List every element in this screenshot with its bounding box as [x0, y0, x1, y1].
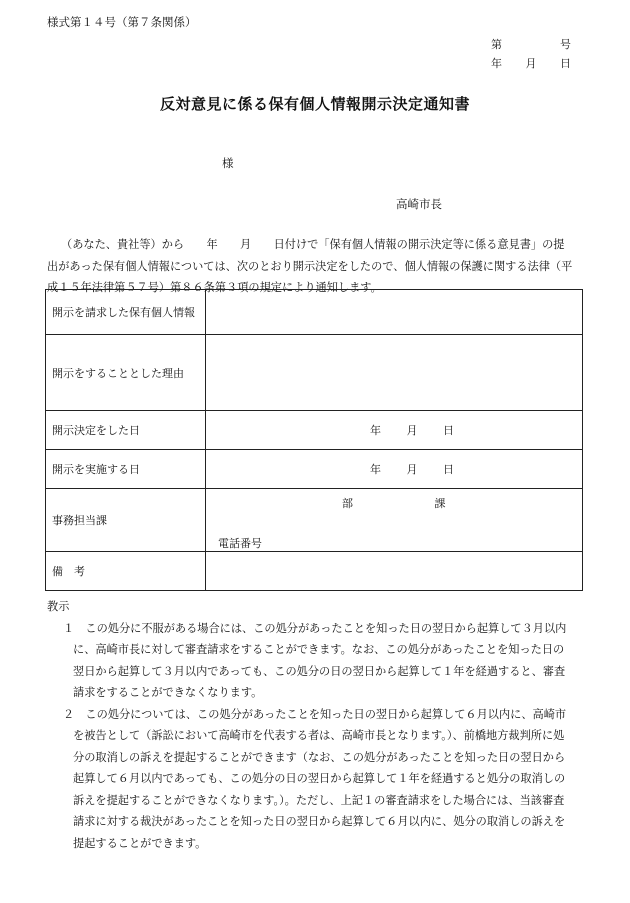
reason-label: 開示をすることとした理由 [46, 335, 206, 411]
notice-item2-line: 起算して６月以内であっても、この処分の日の翌日から起算して１年を経過すると処分の取消しの [73, 772, 566, 785]
reason-value [206, 335, 583, 411]
date-day: 日 [443, 424, 454, 437]
date-year: 年 [370, 463, 381, 476]
requested-info-value [206, 290, 583, 335]
table-row [46, 489, 583, 552]
date-month: 月 [406, 463, 418, 476]
table-row [46, 411, 583, 450]
document-number [491, 36, 571, 52]
requested-info-label: 開示を請求した保有個人情報 [46, 290, 206, 335]
form-number: 様式第１４号（第７条関係） [47, 15, 197, 29]
office-value [206, 489, 583, 552]
department-label: 部 [342, 497, 353, 510]
decision-date-value [206, 411, 583, 450]
notice-item2-line: を被告として（訴訟において高崎市を代表する者は、高崎市長となります。）、前橋地方裁判所に処 [73, 729, 565, 742]
number-suffix: 号 [560, 38, 571, 51]
table-row [46, 450, 583, 489]
notice-item2-line: 訴えを提起することができなくなります。）。ただし、上記１の審査請求をした場合には、当該審査 [73, 793, 565, 807]
remarks-value [206, 552, 583, 591]
section-label: 課 [434, 497, 446, 510]
table-row [46, 552, 583, 591]
document-title: 反対意見に係る保有個人情報開示決定通知書 [159, 95, 470, 113]
implementation-date-value [206, 450, 583, 489]
date-year: 年 [491, 57, 502, 70]
intro-line: 成１５年法律第５７号）第８６条第３項の規定により通知します。 [47, 281, 382, 294]
remarks-label: 備 考 [46, 552, 206, 591]
date-year: 年 [370, 424, 381, 437]
appeal-notice [47, 596, 592, 854]
notice-item2-line: ２ この処分については、この処分があったことを知った日の翌日から起算して６月以内に、高崎市 [63, 707, 567, 721]
office-label: 事務担当課 [46, 489, 206, 552]
department-section [342, 495, 446, 511]
decision-date-label: 開示決定をした日 [46, 411, 206, 450]
notice-item2-line: 分の取消しの訴えを提起することができます（なお、この処分があったことを知った日の翌日から [73, 750, 566, 764]
notice-item2-line: 提起することができます。 [73, 836, 207, 850]
notice-item1-line: 請求をすることができなくなります。 [73, 686, 263, 699]
number-prefix: 第 [491, 38, 502, 51]
notice-item1-line: 翌日から起算して３月以内であっても、この処分の日の翌日から起算して１年を経過すると、審査 [73, 664, 566, 678]
table-row [46, 290, 583, 335]
document-date [491, 55, 571, 71]
date-month: 月 [525, 57, 537, 70]
decision-table [45, 289, 583, 591]
notice-item1-line: １ この処分に不服がある場合には、この処分があったことを知った日の翌日から起算して３月以内 [63, 621, 567, 635]
recipient-honorific: 様 [222, 156, 234, 170]
intro-line: 出があった保有個人情報については、次のとおり開示決定をしたので、個人情報の保護に関する法律（平 [47, 259, 573, 273]
date-month: 月 [406, 424, 418, 437]
date-day: 日 [560, 57, 571, 70]
table-row [46, 335, 583, 411]
phone-label: 電話番号 [218, 537, 262, 550]
implementation-date-label: 開示を実施する日 [46, 450, 206, 489]
notice-item2-line: 請求に対する裁決があったことを知った日の翌日から起算して６月以内に、処分の取消しの訴えを [73, 815, 566, 828]
issuer-name: 高崎市長 [396, 197, 442, 211]
date-day: 日 [443, 463, 454, 476]
intro-line: （あなた、貴社等）から 年 月 日付けで「保有個人情報の開示決定等に係る意見書」の提 [61, 238, 565, 251]
notice-heading: 教示 [47, 600, 70, 613]
notice-item1-line: に、高崎市長に対して審査請求をすることができます。なお、この処分があったことを知った日の [73, 643, 565, 656]
